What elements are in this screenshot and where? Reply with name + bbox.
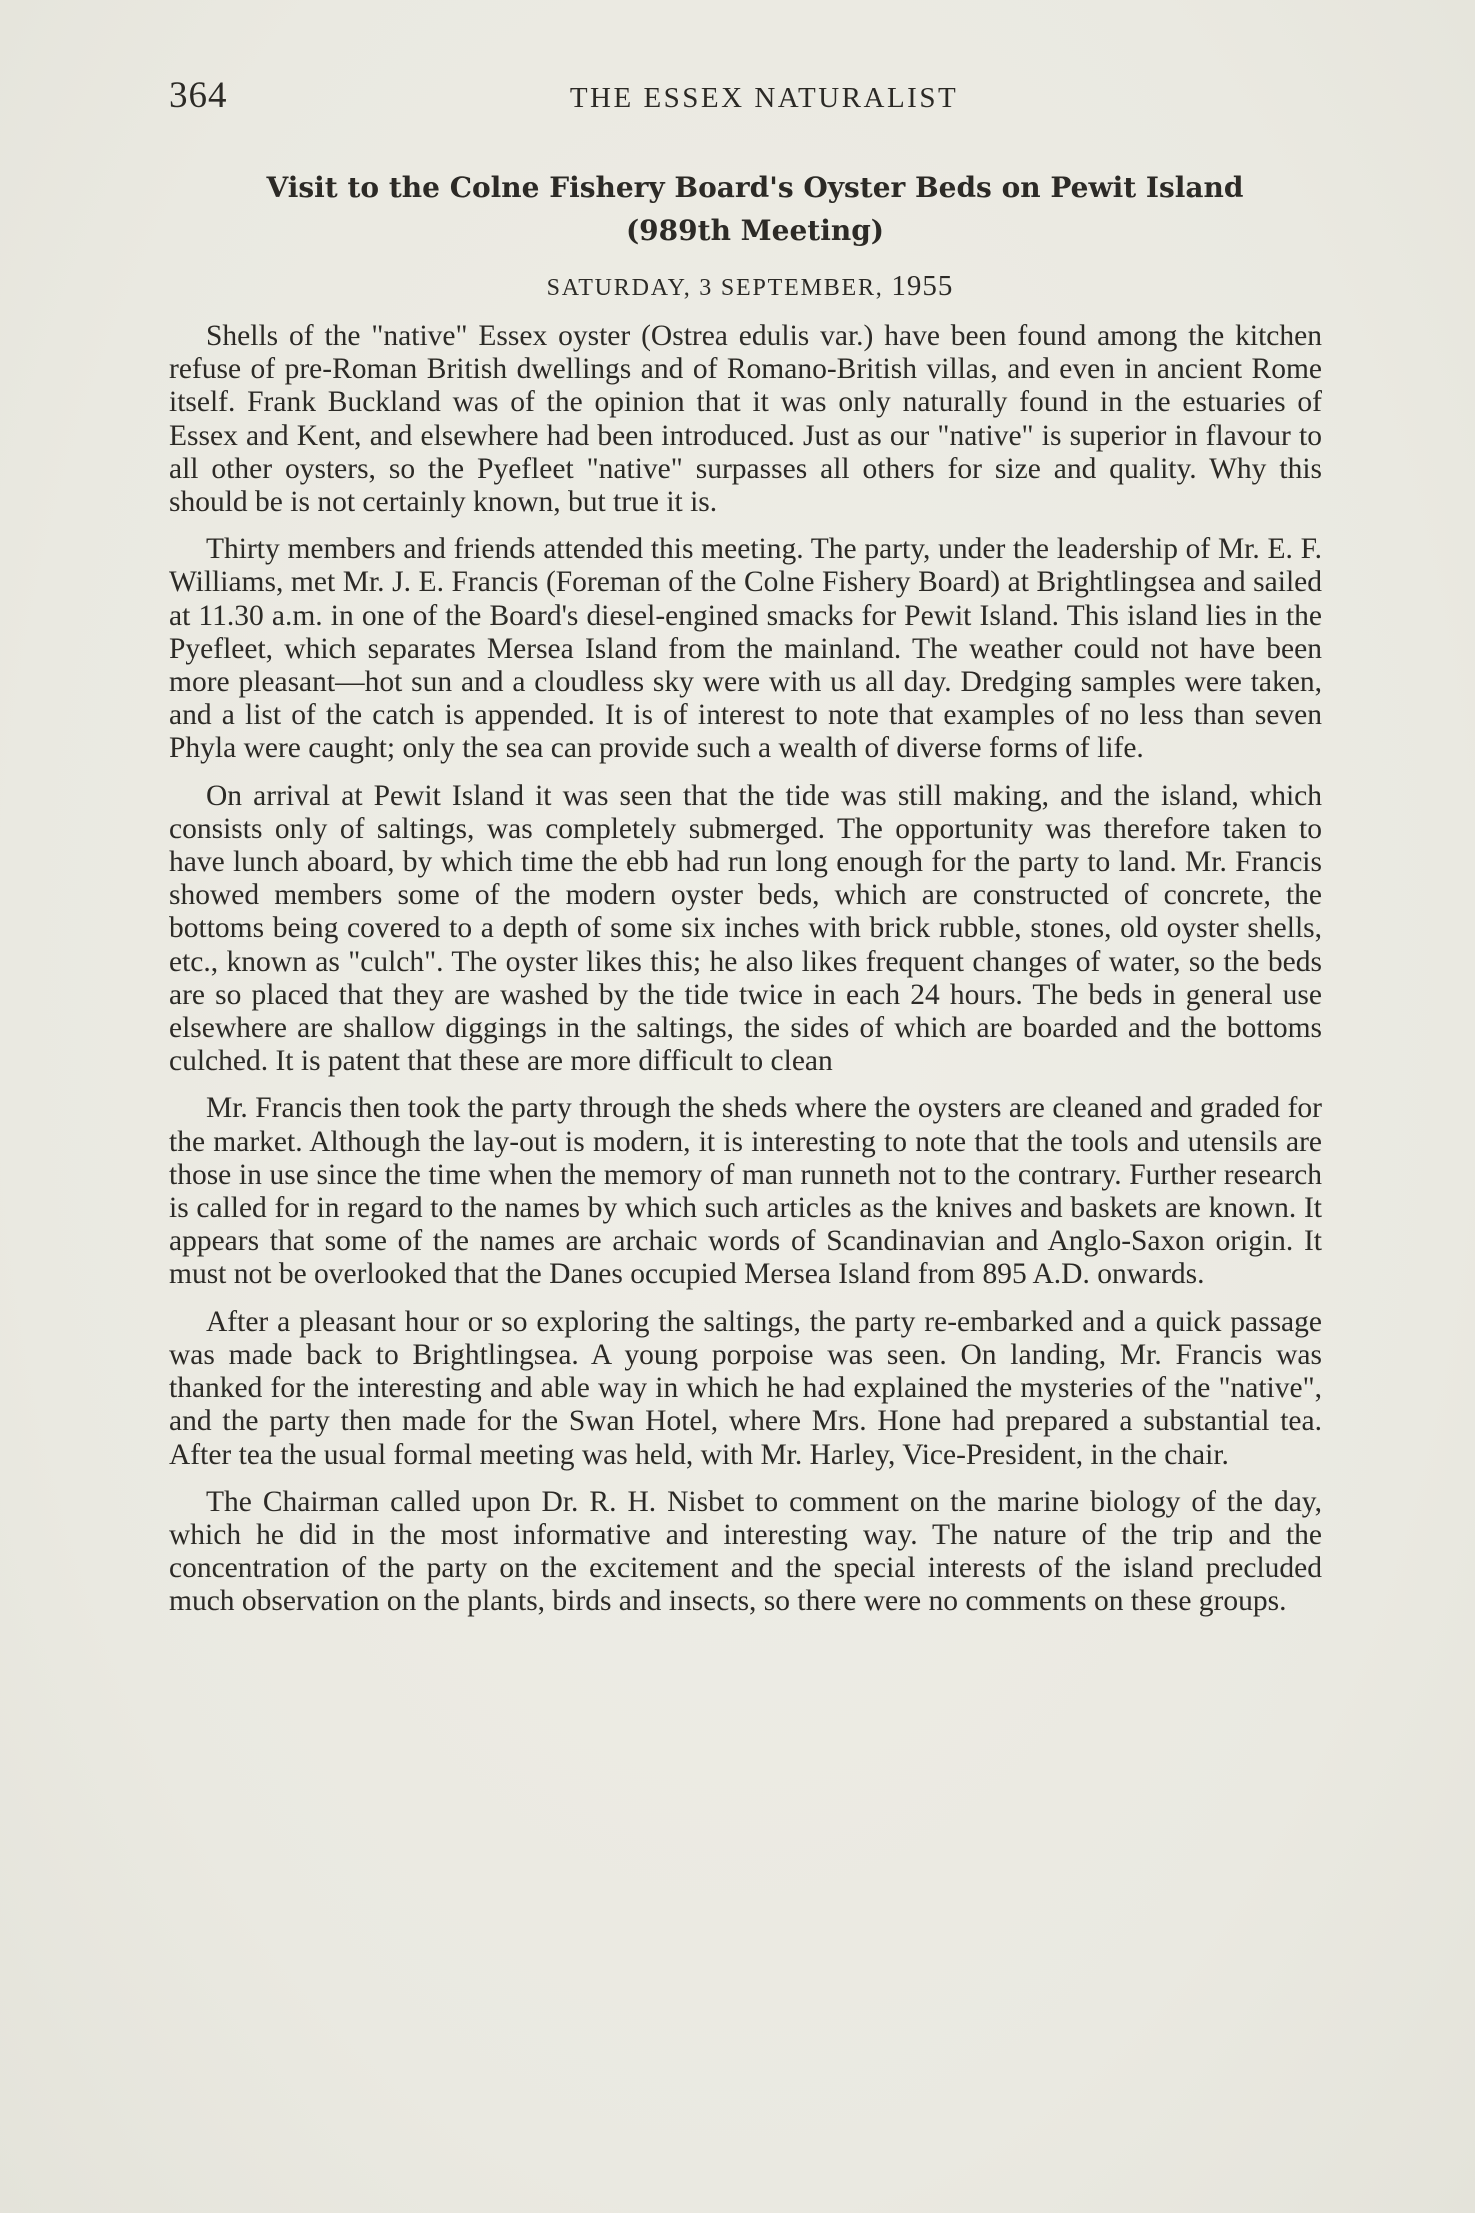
article-title	[169, 166, 1319, 252]
meeting-date-text: SATURDAY, 3 SEPTEMBER,	[546, 275, 884, 301]
meeting-date	[169, 270, 1319, 303]
paragraph-2: Thirty members and friends attended this meeting. The party, under the leadership of Mr. E. F. Williams, met Mr. J. E. Francis (Foreman of the Colne Fishery Board) at Brightlingsea and sailed at 11.30 a.m. in one of the Board's diesel-engined smacks for Pewit Island. This island lies in the Pyefleet, which separates Mersea Island from the mainland. The weather could not have been more pleasant—hot sun and a cloudless sky were with us all day. Dredging samples were taken, and a list of the catch is appended. It is of interest to note that examples of no less than seven Phyla were caught; only the sea can provide such a wealth of diverse forms of life.	[169, 533, 1322, 765]
article-title-line-2: (989th Meeting)	[625, 214, 885, 247]
article-body	[169, 320, 1322, 1619]
running-head	[169, 74, 1319, 124]
paragraph-5: After a pleasant hour or so exploring the saltings, the party re-embarked and a quick passage was made back to Brightlingsea. A young porpoise was seen. On landing, Mr. Francis was thanked for the interesting and able way in which he had explained the mysteries of the "native", and the party then made for the Swan Hotel, where Mrs. Hone had prepared a substantial tea. After tea the usual formal meeting was held, with Mr. Harley, Vice-President, in the chair.	[169, 1305, 1322, 1471]
article-title-line-1: Visit to the Colne Fishery Board's Oyster Beds on Pewit Island	[266, 171, 1244, 204]
paragraph-4: Mr. Francis then took the party through the sheds where the oysters are cleaned and graded for the market. Although the lay-out is modern, it is interesting to note that the tools and utensils are those in use since the time when the memory of man runneth not to the contrary. Further research is called for in regard to the names by which such articles as the knives and baskets are known. It appears that some of the names are archaic words of Scandinavian and Anglo-Saxon origin. It must not be overlooked that the Danes occupied Mersea Island from 895 A.D. onwards.	[169, 1092, 1322, 1291]
journal-title: THE ESSEX NATURALIST	[569, 82, 959, 114]
paragraph-3: On arrival at Pewit Island it was seen that the tide was still making, and the island, which consists only of saltings, was completely submerged. The opportunity was therefore taken to have lunch aboard, by which time the ebb had run long enough for the party to land. Mr. Francis showed members some of the modern oyster beds, which are constructed of concrete, the bottoms being covered to a depth of some six inches with brick rubble, stones, old oyster shells, etc., known as "culch". The oyster likes this; he also likes frequent changes of water, so the beds are so placed that they are washed by the tide twice in each 24 hours. The beds in general use elsewhere are shallow diggings in the saltings, the sides of which are boarded and the bottoms culched. It is patent that these are more difficult to clean	[169, 779, 1322, 1078]
paragraph-1: Shells of the "native" Essex oyster (Ostrea edulis var.) have been found among the kitchen refuse of pre-Roman British dwellings and of Romano-British villas, and even in ancient Rome itself. Frank Buckland was of the opinion that it was only naturally found in the estuaries of Essex and Kent, and elsewhere had been introduced. Just as our "native" is superior in flavour to all other oysters, so the Pyefleet "native" surpasses all others for size and quality. Why this should be is not certainly known, but true it is.	[169, 320, 1322, 519]
meeting-date-year: 1955	[891, 270, 954, 302]
paragraph-6: The Chairman called upon Dr. R. H. Nisbet to comment on the marine biology of the day, which he did in the most informative and interesting way. The nature of the trip and the concentration of the party on the excitement and the special interests of the island precluded much observation on the plants, birds and insects, so there were no comments on these groups.	[169, 1485, 1322, 1618]
page-number: 364	[169, 75, 228, 116]
article-heading	[169, 166, 1319, 303]
